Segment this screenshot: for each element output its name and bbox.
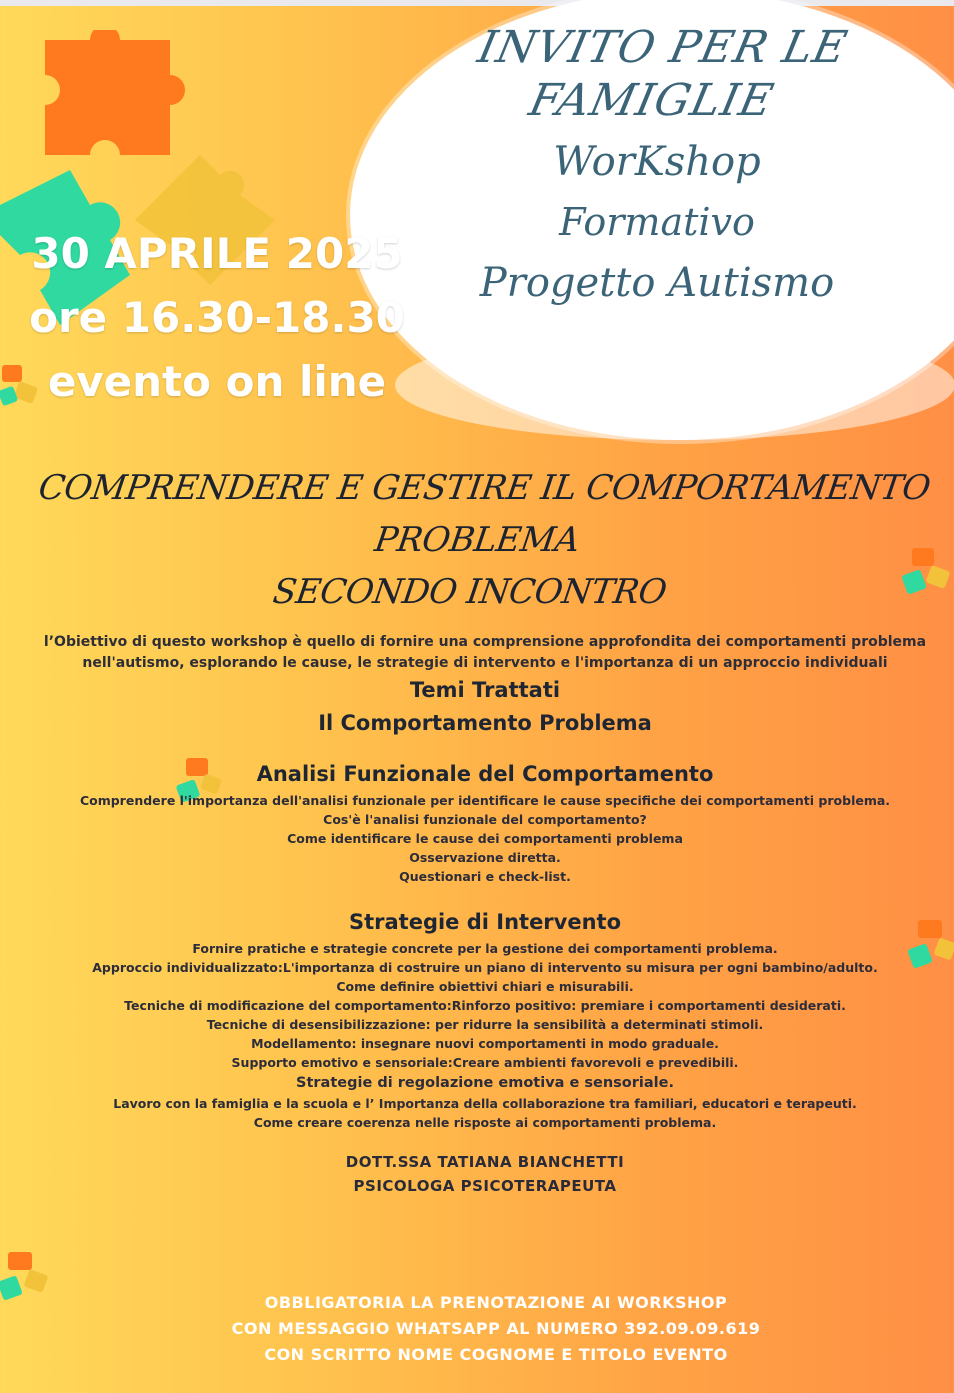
- event-date: 30 APRILE 2025: [31, 229, 403, 278]
- strategie-heading: Strategie di Intervento: [348, 910, 622, 934]
- intro-paragraph: [40, 632, 930, 674]
- list-item: Supporto emotivo e sensoriale:Creare ambienti favorevoli e prevedibili.: [231, 1055, 739, 1070]
- list-item: Questionari e check-list.: [399, 869, 571, 884]
- invite-project: Progetto Autismo: [479, 260, 835, 307]
- event-mode: evento on line: [47, 357, 387, 406]
- analisi-heading: Analisi Funzionale del Comportamento: [256, 762, 714, 786]
- event-time: ore 16.30-18.30: [29, 293, 405, 342]
- list-item: Tecniche di desensibilizzazione: per ridurre la sensibilità a determinati stimoli.: [206, 1017, 764, 1032]
- list-item: Come identificare le cause dei comportamenti problema: [287, 831, 683, 846]
- main-title: [9, 462, 945, 618]
- topics-heading: Temi Trattati: [409, 678, 561, 702]
- invite-title: INVITO PER LE FAMIGLIE: [473, 22, 853, 126]
- list-item: Fornire pratiche e strategie concrete per la gestione dei comportamenti problema.: [192, 941, 778, 956]
- strategie-list: [40, 939, 930, 1072]
- invite-formativo: Formativo: [559, 199, 755, 244]
- speaker-block: [40, 1150, 930, 1198]
- white-brush-stroke: [395, 330, 954, 440]
- speaker-role: PSICOLOGA PSICOTERAPEUTA: [353, 1177, 617, 1195]
- intro-line: l’Obiettivo di questo workshop è quello di fornire una comprensione approfondita dei comportamenti problema: [43, 634, 927, 650]
- top-border: [0, 0, 954, 6]
- event-info: [0, 222, 434, 414]
- intro-line: nell'autismo, esplorando le cause, le strategie di intervento e l'importanza di un approccio individuali: [82, 655, 888, 671]
- list-item: Osservazione diretta.: [409, 850, 561, 865]
- booking-footer: [0, 1290, 954, 1368]
- list-item: Comprendere l'importanza dell'analisi funzionale per identificare le cause specifiche dei comportamenti problema.: [79, 793, 891, 808]
- analisi-list: [40, 791, 930, 886]
- list-item: Lavoro con la famiglia e la scuola e l’ Importanza della collaborazione tra familiari, educatori e terapeuti.: [113, 1096, 857, 1111]
- list-item: Modellamento: insegnare nuovi comportamenti in modo graduale.: [251, 1036, 719, 1051]
- topics-subheading: Il Comportamento Problema: [318, 711, 652, 735]
- strategie-subheading: Strategie di regolazione emotiva e sensoriale.: [296, 1075, 674, 1091]
- footer-line: CON SCRITTO NOME COGNOME E TITOLO EVENTO: [264, 1345, 728, 1364]
- footer-line: OBBLIGATORIA LA PRENOTAZIONE AI WORKSHOP: [264, 1293, 728, 1312]
- list-item: Come creare coerenza nelle risposte ai comportamenti problema.: [253, 1115, 717, 1130]
- speaker-name: DOTT.SSA TATIANA BIANCHETTI: [345, 1153, 625, 1171]
- invitation-heading: [360, 22, 954, 307]
- list-item: Come definire obiettivi chiari e misurabili.: [336, 979, 634, 994]
- main-title-line1: COMPRENDERE E GESTIRE IL COMPORTAMENTO PROBLEMA: [36, 468, 933, 560]
- list-item: Cos'è l'analisi funzionale del comportamento?: [323, 812, 647, 827]
- strategie-list-2: [40, 1094, 930, 1132]
- content-body: [40, 632, 930, 1198]
- list-item: Approccio individualizzato:L'importanza di costruire un piano di intervento su misura per ogni bambino/adulto.: [92, 960, 878, 975]
- invite-workshop: WorKshop: [553, 138, 761, 185]
- main-title-line2: SECONDO INCONTRO: [270, 572, 669, 612]
- list-item: Tecniche di modificazione del comportamento:Rinforzo positivo: premiare i comportamenti desiderati.: [124, 998, 846, 1013]
- footer-line: CON MESSAGGIO WHATSAPP AL NUMERO 392.09.09.619: [231, 1319, 761, 1338]
